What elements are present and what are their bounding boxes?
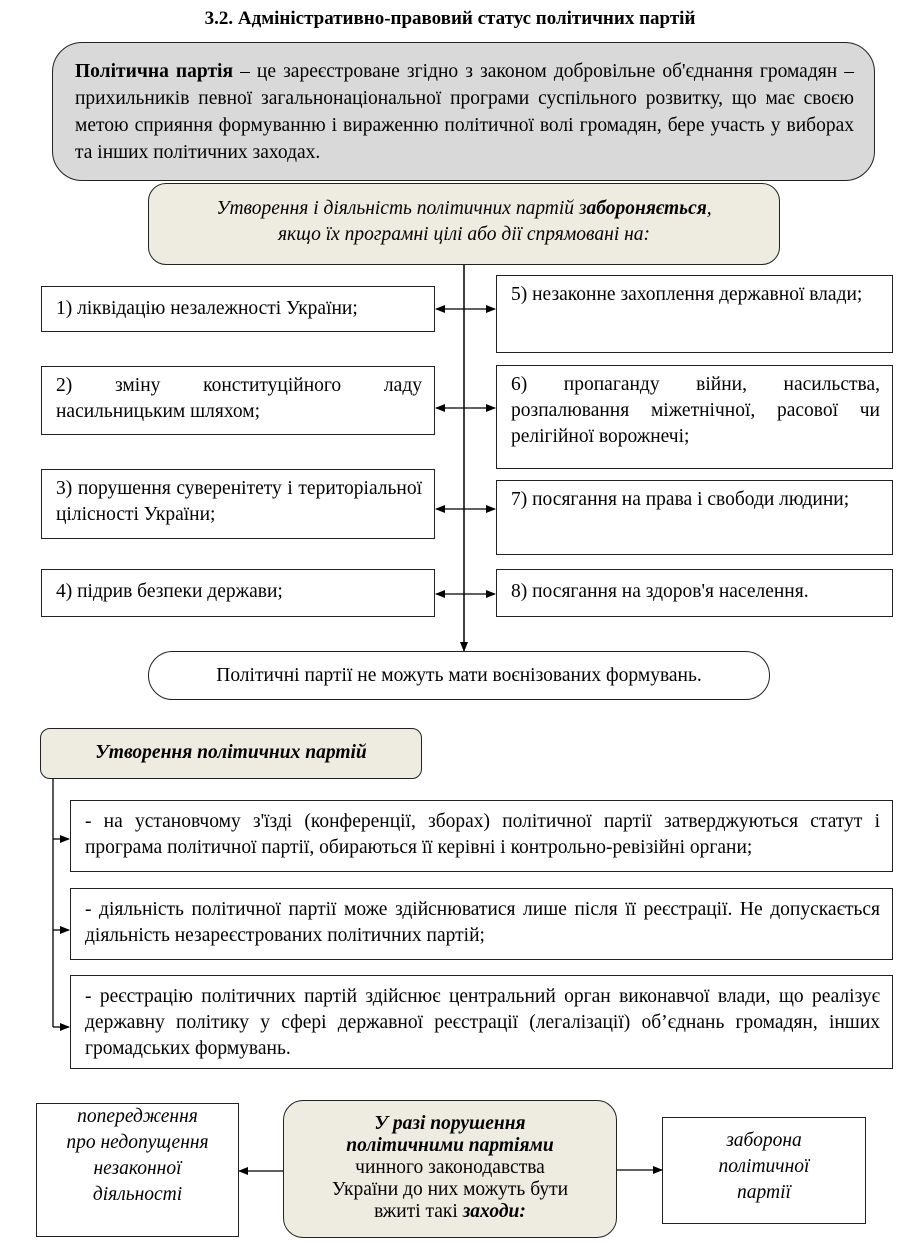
violation-line5a: вжиті такі (374, 1201, 463, 1222)
violation-line1: У разі порушення (374, 1113, 526, 1134)
prohibition-part1: Утворення і діяльність політичних партій з (216, 198, 587, 219)
violation-line3: чинного законодавства (355, 1157, 545, 1178)
measure-ban: заборона політичної партії (662, 1117, 866, 1224)
ground-7: 7) посягання на права і свободи людини; (496, 480, 893, 555)
ground-6: 6) пропаганду війни, насильства, розпалювання міжетнічної, расової чи релігійної ворожнечі; (496, 365, 893, 469)
prohibition-bold: абороняється (586, 198, 707, 219)
violation-line5b: заходи: (462, 1201, 526, 1222)
formation-header: Утворення політичних партій (40, 728, 422, 779)
ground-8: 8) посягання на здоров'я населення. (496, 569, 893, 617)
ground-2: 2) зміну конституційного ладу насильницьким шляхом; (41, 366, 435, 435)
prohibition-part2: , (706, 198, 712, 219)
prohibition-box (148, 183, 780, 265)
formation-item-1: - на установчому з'їзді (конференції, зборах) політичної партії затверджуються статут і програма політичної партії, обираються її керівні і контрольно-ревізійні органи; (70, 800, 893, 872)
ground-5: 5) незаконне захоплення державної влади; (496, 275, 893, 353)
no-armed-formations: Політичні партії не можуть мати воєнізованих формувань. (148, 651, 770, 700)
measure-warning: попередження про недопущення незаконної діяльності (36, 1103, 239, 1237)
violation-line4: України до них можуть бути (331, 1179, 569, 1200)
definition-box (52, 42, 875, 181)
violation-box (283, 1100, 617, 1238)
ground-1: 1) ліквідацію незалежності України; (41, 286, 435, 332)
ground-3: 3) порушення суверенітету і територіальної цілісності України; (41, 469, 435, 539)
formation-item-2: - діяльність політичної партії може здійснюватися лише після її реєстрації. Не допускається діяльність незареєстрованих політичних партій; (70, 888, 893, 960)
prohibition-line2: якщо їх програмні цілі або дії спрямовані на: (277, 224, 651, 245)
formation-item-3: - реєстрацію політичних партій здійснює центральний орган виконавчої влади, що реалізує державну політику у сфері державної реєстрації (легалізації) об’єднань громадян, інших громадських формувань. (70, 975, 893, 1069)
page-title: 3.2. Адміністративно-правовий статус політичних партій (204, 8, 696, 29)
definition-term: Політична партія (75, 61, 234, 82)
ground-4: 4) підрив безпеки держави; (41, 569, 435, 617)
definition-text: – це зареєстроване згідно з законом добровільне об'єднання громадян – прихильників певної загальнонаціональної програми суспільного розвитку, що має своєю метою сприяння формуванню і вираженню політичної волі громадян, бере участь у виборах та інших політичних заходах. (75, 61, 854, 163)
violation-line2: політичними партіями (346, 1135, 554, 1156)
